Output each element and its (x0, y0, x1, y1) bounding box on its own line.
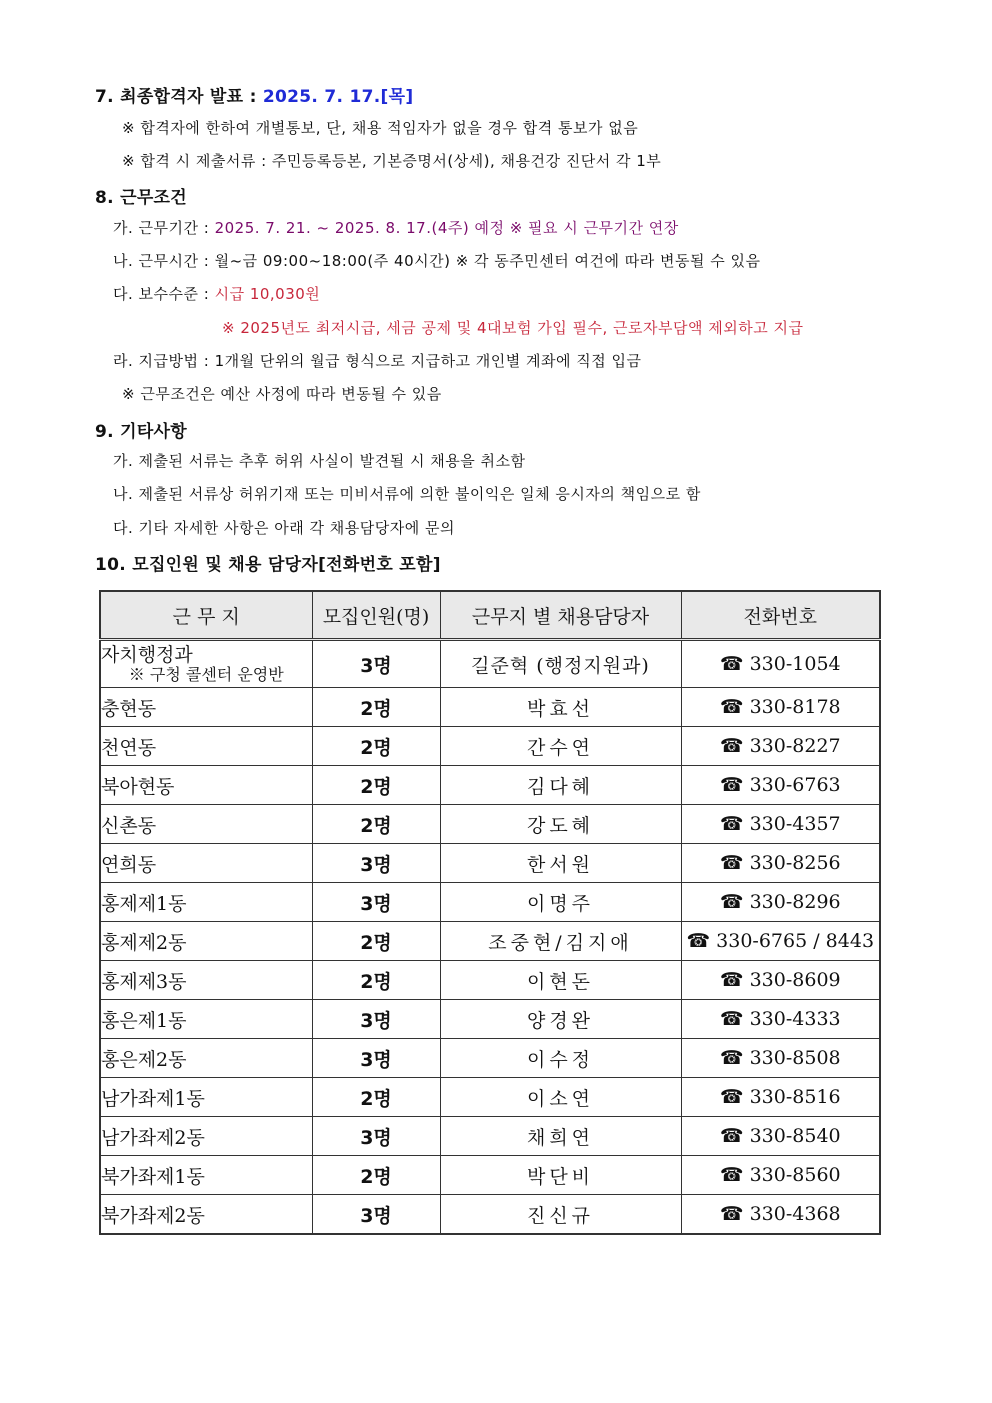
workplace-cell (100, 640, 312, 688)
table-row (100, 766, 880, 805)
header-count: 모집인원(명) (312, 591, 440, 640)
pay-level-value: 시급 10,030원 (214, 285, 321, 303)
count-cell: 2명 (312, 727, 440, 766)
table-row (100, 1156, 880, 1195)
phone-cell: ☎ 330-8609 (681, 961, 880, 1000)
work-period-label: 가. 근무기간 : (113, 219, 215, 237)
contact-cell: 이현돈 (440, 961, 681, 1000)
table-row (100, 805, 880, 844)
count-cell: 2명 (312, 688, 440, 727)
announcement-date: 2025. 7. 17.[목] (262, 87, 414, 107)
header-phone: 전화번호 (681, 591, 880, 640)
contact-cell: 길준혁 (행정지원과) (440, 640, 681, 688)
count-cell: 3명 (312, 1000, 440, 1039)
workplace-note: ※ 구청 콜센터 운영반 (128, 665, 284, 684)
count-cell: 3명 (312, 640, 440, 688)
workplace-cell: 홍제제1동 (100, 883, 312, 922)
phone-cell: ☎ 330-8256 (681, 844, 880, 883)
workplace-cell: 북아현동 (100, 766, 312, 805)
section7-title (95, 82, 413, 107)
phone-cell: ☎ 330-6763 (681, 766, 880, 805)
table-row (100, 883, 880, 922)
count-cell: 2명 (312, 922, 440, 961)
count-cell: 2명 (312, 961, 440, 1000)
table-row (100, 1117, 880, 1156)
workplace-cell: 홍은제2동 (100, 1039, 312, 1078)
workplace-cell: 홍제제3동 (100, 961, 312, 1000)
table-row (100, 922, 880, 961)
phone-cell: ☎ 330-8178 (681, 688, 880, 727)
section10-title: 10. 모집인원 및 채용 담당자[전화번호 포함] (95, 555, 441, 575)
contact-cell: 강도혜 (440, 805, 681, 844)
count-cell: 3명 (312, 1117, 440, 1156)
table-row (100, 961, 880, 1000)
table-row (100, 727, 880, 766)
count-cell: 3명 (312, 844, 440, 883)
phone-cell: ☎ 330-1054 (681, 640, 880, 688)
header-contact: 근무지 별 채용담당자 (440, 591, 681, 640)
workplace-cell: 천연동 (100, 727, 312, 766)
section8-note: ※ 근무조건은 예산 사정에 따라 변동될 수 있음 (122, 385, 442, 403)
table-row (100, 1039, 880, 1078)
section7-note-2: ※ 합격 시 제출서류 : 주민등록등본, 기본증명서(상세), 채용건강 진단서 각 1부 (122, 152, 662, 170)
contact-cell: 한서원 (440, 844, 681, 883)
workplace-cell: 남가좌제1동 (100, 1078, 312, 1117)
workplace-cell: 홍은제1동 (100, 1000, 312, 1039)
contact-cell: 진신규 (440, 1195, 681, 1235)
misc-item-a: 가. 제출된 서류는 추후 허위 사실이 발견될 시 채용을 취소함 (113, 452, 526, 470)
misc-item-b: 나. 제출된 서류상 허위기재 또는 미비서류에 의한 불이익은 일체 응시자의 책임으로 함 (113, 485, 701, 503)
phone-cell: ☎ 330-4333 (681, 1000, 880, 1039)
contact-cell: 조중현/김지애 (440, 922, 681, 961)
table-row (100, 1078, 880, 1117)
workplace-cell: 북가좌제2동 (100, 1195, 312, 1235)
phone-cell: ☎ 330-6765 / 8443 (681, 922, 880, 961)
workplace-cell: 홍제제2동 (100, 922, 312, 961)
table-row (100, 640, 880, 688)
contact-cell: 간수연 (440, 727, 681, 766)
phone-cell: ☎ 330-8227 (681, 727, 880, 766)
count-cell: 2명 (312, 1156, 440, 1195)
work-hours: 나. 근무시간 : 월~금 09:00~18:00(주 40시간) ※ 각 동주민센터 여건에 따라 변동될 수 있음 (113, 252, 761, 270)
contact-cell: 이소연 (440, 1078, 681, 1117)
phone-cell: ☎ 330-8296 (681, 883, 880, 922)
section9-title: 9. 기타사항 (95, 422, 187, 442)
pay-level-label: 다. 보수수준 : (113, 285, 215, 303)
pay-level (113, 283, 320, 304)
contact-cell: 이수정 (440, 1039, 681, 1078)
section7-title-label: 7. 최종합격자 발표 : (95, 87, 263, 107)
phone-cell: ☎ 330-8516 (681, 1078, 880, 1117)
workplace-cell: 충현동 (100, 688, 312, 727)
count-cell: 2명 (312, 766, 440, 805)
phone-cell: ☎ 330-8540 (681, 1117, 880, 1156)
workplace-cell: 연희동 (100, 844, 312, 883)
contact-cell: 이명주 (440, 883, 681, 922)
contact-cell: 박단비 (440, 1156, 681, 1195)
section8-title: 8. 근무조건 (95, 188, 187, 208)
workplace-cell: 신촌동 (100, 805, 312, 844)
contact-cell: 채희연 (440, 1117, 681, 1156)
count-cell: 2명 (312, 805, 440, 844)
contact-cell: 김다혜 (440, 766, 681, 805)
count-cell: 3명 (312, 883, 440, 922)
count-cell: 3명 (312, 1039, 440, 1078)
table-row (100, 688, 880, 727)
section7-note-1: ※ 합격자에 한하여 개별통보, 단, 채용 적임자가 없을 경우 합격 통보가 없음 (122, 119, 639, 137)
table-header-row (100, 591, 880, 640)
count-cell: 2명 (312, 1078, 440, 1117)
misc-item-c: 다. 기타 자세한 사항은 아래 각 채용담당자에 문의 (113, 519, 455, 537)
pay-level-note: ※ 2025년도 최저시급, 세금 공제 및 4대보험 가입 필수, 근로자부담액 제외하고 지급 (222, 319, 804, 337)
workplace-cell: 북가좌제1동 (100, 1156, 312, 1195)
table-row (100, 844, 880, 883)
phone-cell: ☎ 330-8508 (681, 1039, 880, 1078)
table-row (100, 1000, 880, 1039)
phone-cell: ☎ 330-4368 (681, 1195, 880, 1235)
work-period-value: 2025. 7. 21. ~ 2025. 8. 17.(4주) 예정 ※ 필요 시 근무기간 연장 (214, 219, 679, 237)
phone-cell: ☎ 330-4357 (681, 805, 880, 844)
contact-cell: 박효선 (440, 688, 681, 727)
table-row (100, 1195, 880, 1235)
phone-cell: ☎ 330-8560 (681, 1156, 880, 1195)
payment-method: 라. 지급방법 : 1개월 단위의 월급 형식으로 지급하고 개인별 계좌에 직접 입금 (113, 352, 642, 370)
contact-cell: 양경완 (440, 1000, 681, 1039)
count-cell: 3명 (312, 1195, 440, 1235)
workplace-cell: 남가좌제2동 (100, 1117, 312, 1156)
recruitment-table (99, 590, 881, 1235)
work-period (113, 217, 679, 238)
header-workplace: 근 무 지 (100, 591, 312, 640)
workplace-name: 자치행정과 (101, 644, 193, 666)
